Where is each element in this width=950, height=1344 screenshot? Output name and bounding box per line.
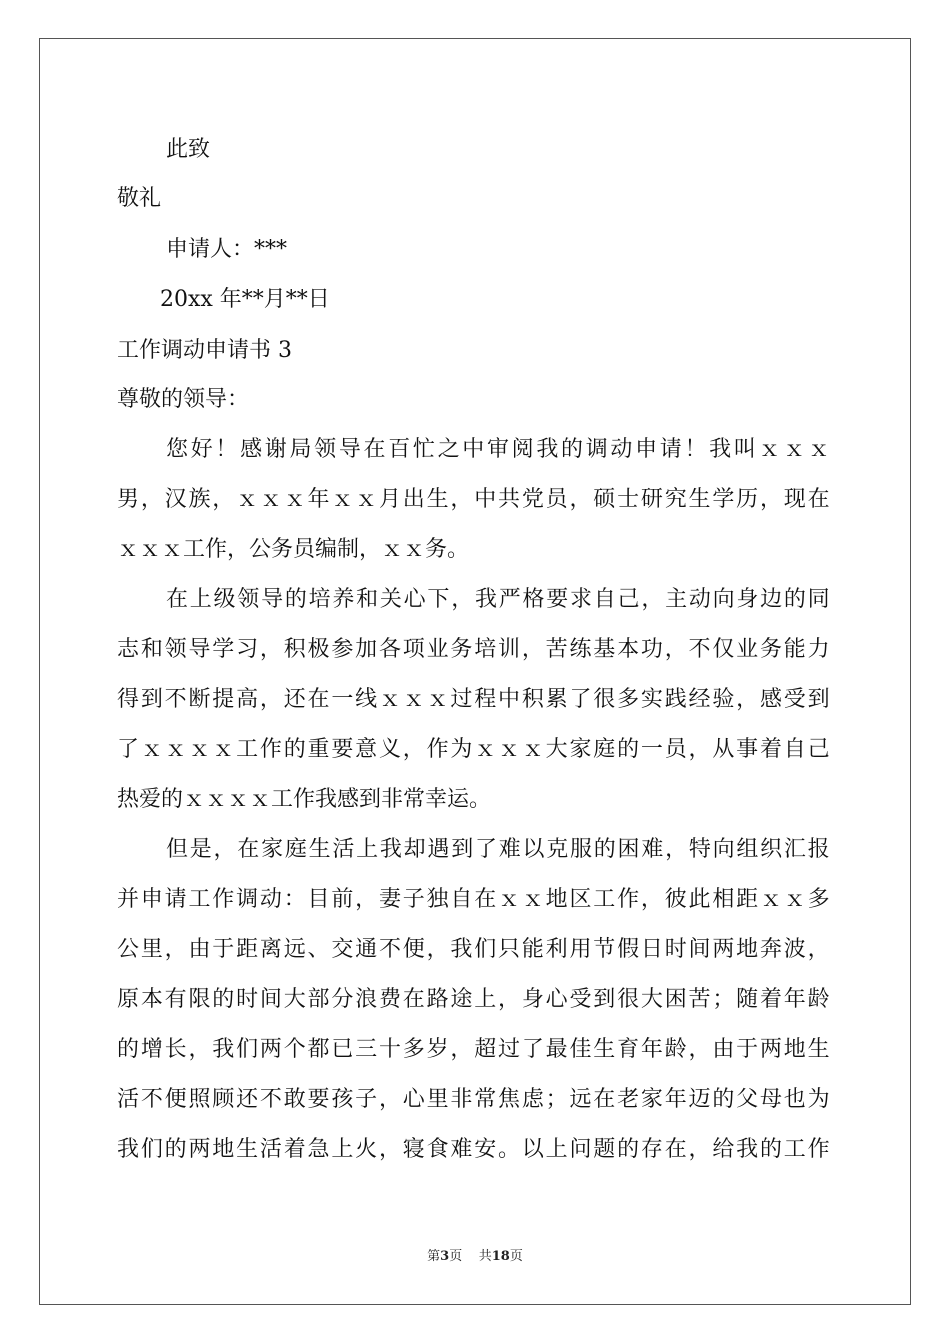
paragraph-line: 公 里 ， 由 于 距 离 远 、 交 通 不 便 ， 我 们 只 能 利 用 节 假 日 时 间 两 地 奔 波 ， bbox=[117, 937, 830, 962]
page-footer bbox=[0, 1245, 950, 1264]
closing-salutation: 此致 bbox=[166, 137, 211, 162]
letter-title: 工作调动申请书 3 bbox=[117, 338, 292, 363]
paragraph-line: 并 申 请 工 作 调 动 ： 目 前 ， 妻 子 独 自 在 ｘ ｘ 地 区 工 作 ， 彼 此 相 距 ｘ ｘ 多 bbox=[117, 887, 830, 912]
paragraph-line: 的 增 长 ， 我 们 两 个 都 已 三 十 多 岁 ， 超 过 了 最 佳 生 育 年 龄 ， 由 于 两 地 生 bbox=[117, 1037, 830, 1062]
paragraph-line: 活 不 便 照 顾 还 不 敢 要 孩 子 ， 心 里 非 常 焦 虑 ； 远 在 老 家 年 迈 的 父 母 也 为 bbox=[117, 1087, 830, 1112]
paragraph-line: 我 们 的 两 地 生 活 着 急 上 火 ， 寝 食 难 安 。 以 上 问 题 的 存 在 ， 给 我 的 工 作 bbox=[117, 1137, 830, 1162]
paragraph-line: 热爱的ｘｘｘｘ工作我感到非常幸运。 bbox=[117, 787, 492, 812]
paragraph-line: 男 ， 汉 族 ， ｘ ｘ ｘ 年 ｘ ｘ 月 出 生 ， 中 共 党 员 ， 硕 士 研 究 生 学 历 ， 现 在 bbox=[117, 487, 830, 512]
letter-greeting: 尊敬的领导： bbox=[117, 387, 250, 412]
paragraph-line: ｘｘｘ工作，公务员编制，ｘｘ务。 bbox=[117, 537, 470, 562]
paragraph-line: 您 好 ！ 感 谢 局 领 导 在 百 忙 之 中 审 阅 我 的 调 动 申 请 ！ 我 叫 ｘ ｘ ｘ bbox=[166, 437, 830, 462]
paragraph-line: 在 上 级 领 导 的 培 养 和 关 心 下 ， 我 严 格 要 求 自 己 ， 主 动 向 身 边 的 同 bbox=[166, 587, 830, 612]
paragraph-line: 志 和 领 导 学 习 ， 积 极 参 加 各 项 业 务 培 训 ， 苦 练 基 本 功 ， 不 仅 业 务 能 力 bbox=[117, 637, 830, 662]
total-suffix: 页 bbox=[509, 1249, 523, 1264]
total-prefix: 共 bbox=[478, 1249, 492, 1264]
page-number: 3 bbox=[440, 1249, 450, 1264]
paragraph-line: 了 ｘ ｘ ｘ ｘ 工 作 的 重 要 意 义 ， 作 为 ｘ ｘ ｘ 大 家 庭 的 一 员 ， 从 事 着 自 己 bbox=[117, 737, 830, 762]
paragraph-line: 但 是 ， 在 家 庭 生 活 上 我 却 遇 到 了 难 以 克 服 的 困 难 ， 特 向 组 织 汇 报 bbox=[166, 837, 830, 862]
paragraph-line: 原 本 有 限 的 时 间 大 部 分 浪 费 在 路 途 上 ， 身 心 受 到 很 大 困 苦 ； 随 着 年 龄 bbox=[117, 987, 830, 1012]
paragraph-line: 得 到 不 断 提 高 ， 还 在 一 线 ｘ ｘ ｘ 过 程 中 积 累 了 很 多 实 践 经 验 ， 感 受 到 bbox=[117, 687, 830, 712]
page-border bbox=[39, 38, 911, 1305]
page-suffix: 页 bbox=[449, 1249, 463, 1264]
applicant-signature: 申请人：*** bbox=[166, 237, 288, 262]
page-prefix: 第 bbox=[427, 1249, 441, 1264]
total-pages: 18 bbox=[491, 1249, 510, 1264]
signature-date: 20xx 年**月**日 bbox=[160, 287, 330, 312]
closing-regards: 敬礼 bbox=[117, 186, 162, 211]
